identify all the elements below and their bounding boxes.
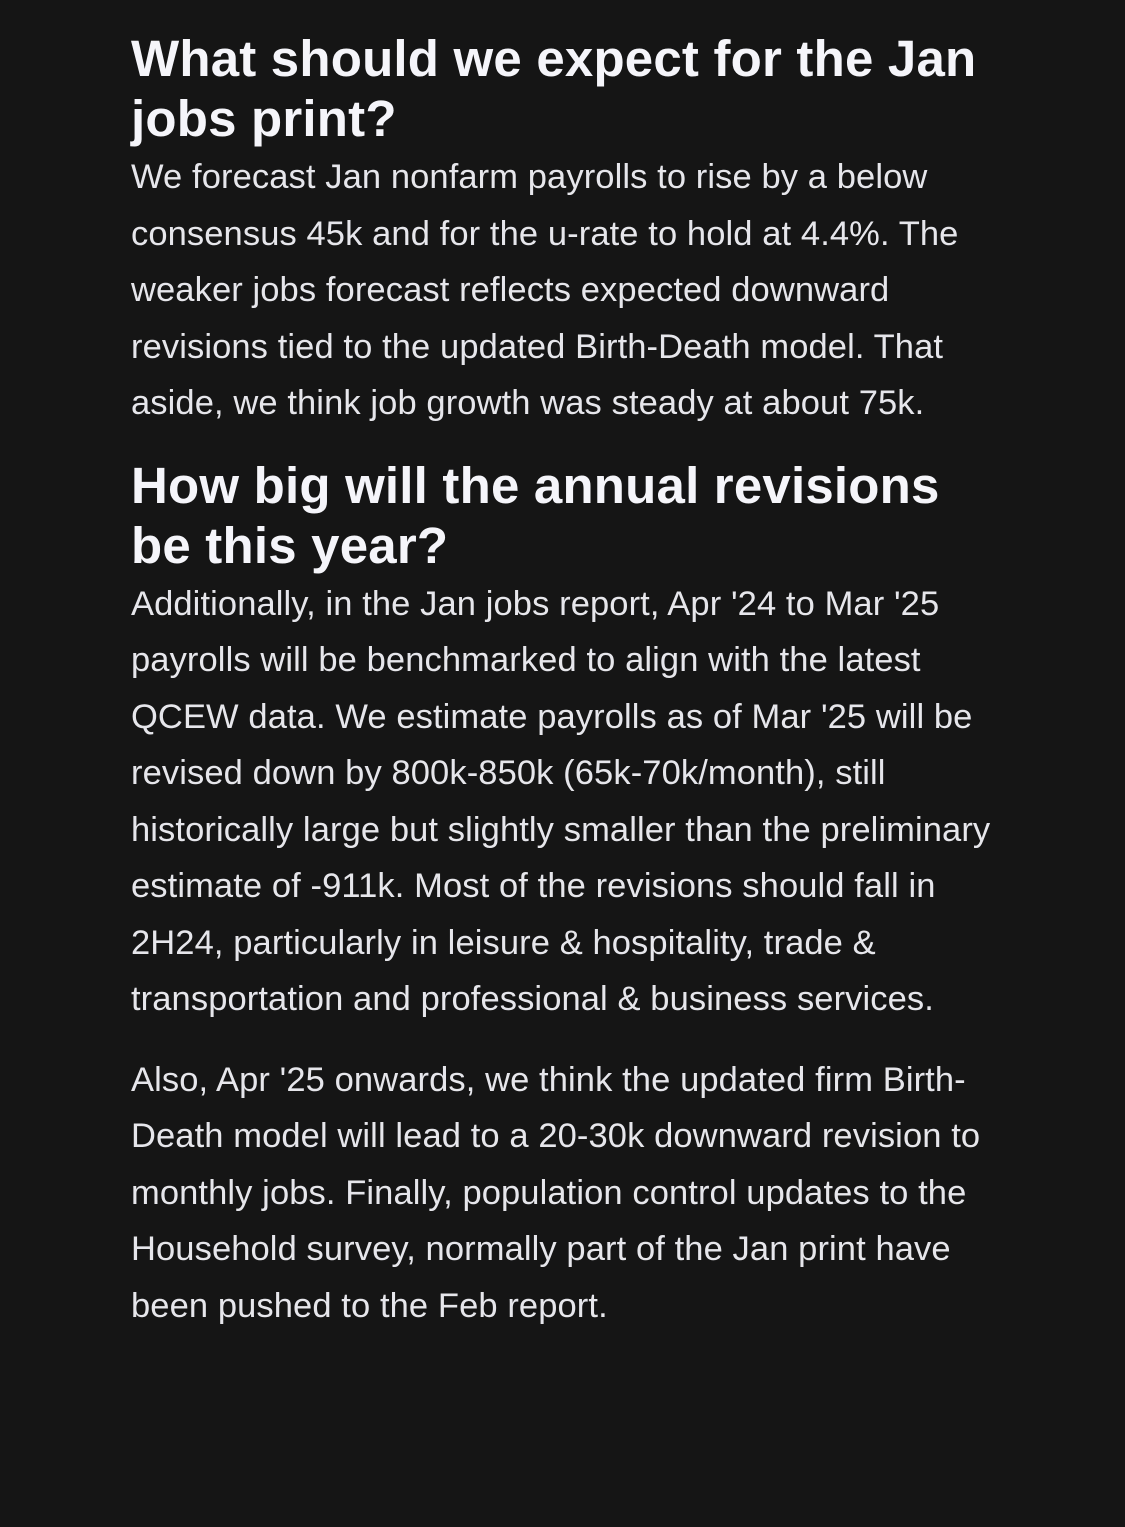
section-heading-jan-jobs-print: What should we expect for the Jan jobs print? bbox=[131, 30, 977, 147]
paragraph-birth-death-model: Also, Apr '25 onwards, we think the updated firm Birth-Death model will lead to a 20-30k downward revision to monthly jobs. Finally, population control updates to the Household survey, normally part of the Jan print have been pushed to the Feb report. bbox=[131, 1060, 981, 1325]
article-body bbox=[131, 29, 1011, 1334]
paragraph-benchmark-revisions: Additionally, in the Jan jobs report, Apr '24 to Mar '25 payrolls will be benchmarked to align with the latest QCEW data. We estimate payrolls as of Mar '25 will be revised down by 800k-850k (65k-70k/month), still historically large but slightly smaller than the preliminary estimate of -911k. Most of the revisions should fall in 2H24, particularly in leisure & hospitality, trade & transportation and professional & business services. bbox=[131, 584, 991, 1018]
paragraph-jan-forecast: We forecast Jan nonfarm payrolls to rise by a below consensus 45k and for the u-rate to hold at 4.4%. The weaker jobs forecast reflects expected downward revisions tied to the updated Birth-Death model. That aside, we think job growth was steady at about 75k. bbox=[131, 158, 959, 422]
section-heading-annual-revisions: How big will the annual revisions be this year? bbox=[131, 456, 940, 574]
